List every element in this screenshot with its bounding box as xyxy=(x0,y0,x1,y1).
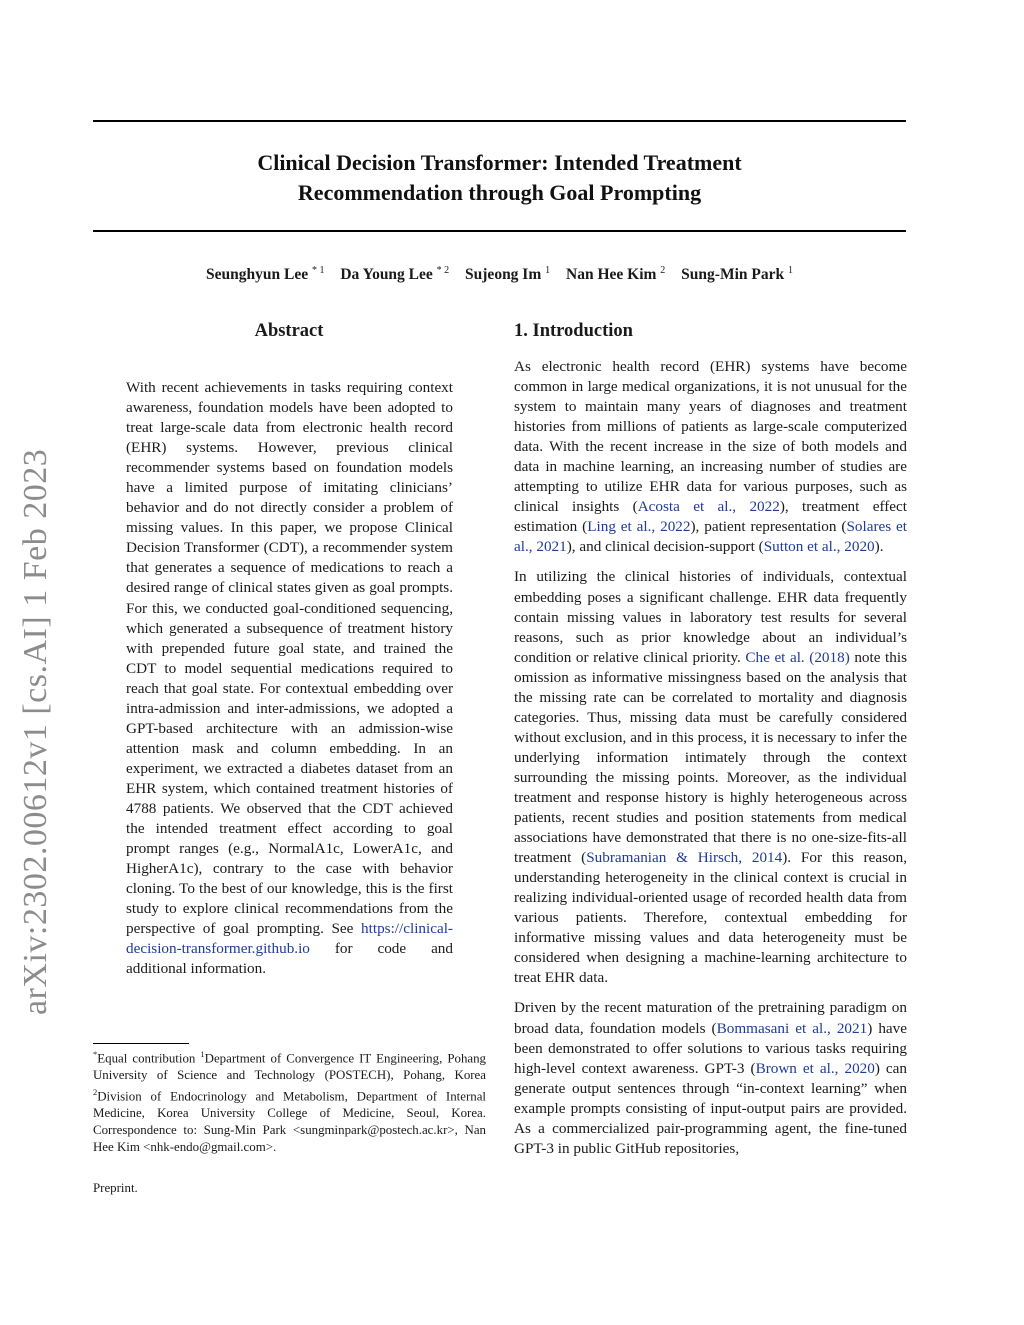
citation-link[interactable]: Sutton et al., 2020 xyxy=(763,538,875,556)
author xyxy=(340,266,449,283)
author xyxy=(206,266,324,283)
paper-title xyxy=(93,148,906,208)
affiliation-1: Department of Convergence IT Engineering, Pohang University of Science and Technology (POSTECH), Pohang, Korea xyxy=(93,1051,487,1083)
paragraph-text: note this omission as informative missingness based on the analysis that the missing rate can be correlated to mortality and diagnosis categories. Thus, missing data must be carefully considered without exclusion, and in this process, it is necessary to infer the underlying information intimately through the context surrounding the missing points. Moreover, as the individual treatment and response history is highly heterogeneous across patients, recent studies and position statements from medical associations have demonstrated that there is no one-size-fits-all treatment ( xyxy=(514,648,907,867)
citation-link[interactable]: Bommasani et al., 2021 xyxy=(716,1019,868,1037)
affiliation-1-mark: 1 xyxy=(200,1049,205,1059)
citation-link[interactable]: Solares et al., 2021 xyxy=(514,518,908,556)
abstract-heading: Abstract xyxy=(254,321,324,341)
intro-paragraph-1 xyxy=(514,357,907,557)
author-name: Sujeong Im xyxy=(465,266,542,284)
author-affiliation-mark: * 2 xyxy=(436,265,450,276)
arxiv-stamp: arXiv:2302.00612v1 [cs.AI] 1 Feb 2023 xyxy=(17,448,54,1015)
affiliation-2-mark: 2 xyxy=(93,1086,98,1097)
abstract-text-end: for code and additional information. xyxy=(126,940,453,978)
equal-contribution-note: Equal contribution xyxy=(97,1051,201,1066)
equal-contribution-mark: * xyxy=(93,1049,98,1059)
footnote-rule xyxy=(93,1043,189,1044)
author-affiliation-mark: 1 xyxy=(787,265,793,276)
citation-link[interactable]: Che et al. (2018) xyxy=(745,648,850,666)
title-line-2: Recommendation through Goal Prompting xyxy=(297,180,702,205)
title-bottom-rule xyxy=(93,230,906,232)
introduction-body xyxy=(514,357,907,1169)
abstract-text: With recent achievements in tasks requiring context awareness, foundation models have been adopted to treat large-scale data from electronic health record (EHR) systems. However, previous clinical recommender systems based on foundation models have a limited purpose of imitating clinicians’ behavior and do not directly consider a problem of missing values. In this paper, we propose Clinical Decision Transformer (CDT), a recommender system that generates a sequence of medications to reach a desired range of clinical states given as goal prompts. For this, we conducted goal-conditioned sequencing, which generated a subsequence of treatment history with prepended future goal state, and trained the CDT to model sequential medications required to reach that goal state. For contextual embedding over intra-admission and inter-admissions, we adopted a GPT-based architecture with an admission-wise attention mask and column embedding. In an experiment, we extracted a diabetes dataset from an EHR system, which contained treatment histories of 4788 patients. We observed that the CDT achieved the intended treatment effect according to goal prompt ranges (e.g., NormalA1c, LowerA1c, and HigherA1c), contrary to the case with behavior cloning. To the best of our knowledge, this is the first study to explore clinical recommendations from the perspective of goal prompting. See xyxy=(126,379,453,938)
paragraph-text: In utilizing the clinical histories of individuals, contextual embedding poses a significant challenge. EHR data frequently contain missing values in laboratory test results for several reasons, such as prior knowledge about an individual’s condition or relative clinical priority. xyxy=(514,568,907,666)
introduction-heading: 1. Introduction xyxy=(514,321,633,341)
author-name: Seunghyun Lee xyxy=(206,266,309,284)
paragraph-text: ), and clinical decision-support ( xyxy=(566,538,764,556)
author-affiliation-mark: * 1 xyxy=(311,265,325,276)
paragraph-text: Driven by the recent maturation of the pretraining paradigm on broad data, foundation models ( xyxy=(514,999,907,1037)
title-line-1: Clinical Decision Transformer: Intended Treatment xyxy=(257,150,742,175)
paragraph-text: ) can generate output sentences through “in-context learning” when example prompts consisting of input-output pairs are provided. As a commercialized pair-programming agent, the fine-tuned GPT-3 in public GitHub repositories, xyxy=(514,1059,908,1157)
author xyxy=(465,266,550,283)
paragraph-text: ) have been demonstrated to offer solutions to various tasks requiring high-level context awareness. GPT-3 ( xyxy=(514,1019,907,1077)
author-affiliation-mark: 1 xyxy=(545,265,551,276)
top-rule xyxy=(93,120,906,122)
code-link[interactable]: https://clinical-decision-transformer.github.io xyxy=(126,920,453,958)
author-name: Sung-Min Park xyxy=(681,266,785,284)
abstract-body xyxy=(126,378,453,979)
paragraph-text: ). xyxy=(874,538,884,556)
author xyxy=(566,266,665,283)
preprint-label: Preprint. xyxy=(93,1181,138,1195)
author-affiliation-mark: 2 xyxy=(660,265,666,276)
citation-link[interactable]: Ling et al., 2022 xyxy=(587,518,691,536)
author-name: Da Young Lee xyxy=(340,266,433,284)
author-name: Nan Hee Kim xyxy=(566,266,657,284)
footnote xyxy=(93,1046,486,1155)
paragraph-text: ), patient representation ( xyxy=(690,518,847,536)
intro-paragraph-3 xyxy=(514,998,907,1158)
affiliation-2-and-correspondence: Division of Endocrinology and Metabolism, Department of Internal Medicine, Korea University College of Medicine, Seoul, Korea. Correspondence to: Sung-Min Park <sungminpark@postech.ac.kr>, Nan Hee Kim <nhk-endo@gmail.com>. xyxy=(93,1089,486,1154)
author-list xyxy=(93,265,906,284)
paragraph-text: As electronic health record (EHR) systems have become common in large medical organizations, it is not unusual for the system to maintain many years of diagnoses and treatment histories from millions of patients as large-scale computerized data. With the recent increase in the size of both models and data in machine learning, an increasing number of studies are attempting to utilize EHR data for various purposes, such as clinical insights ( xyxy=(514,358,907,516)
citation-link[interactable]: Brown et al., 2020 xyxy=(755,1059,875,1077)
paragraph-text: ), treatment effect estimation ( xyxy=(514,498,908,536)
citation-link[interactable]: Acosta et al., 2022 xyxy=(637,498,780,516)
paragraph-text: ). For this reason, understanding heterogeneity in the clinical context is crucial in realizing individual-oriented usage of recorded health data from various patients. Therefore, contextual embedding for informative missing values and data heterogeneity must be considered when designing a machine-learning architecture to treat EHR data. xyxy=(514,849,907,987)
author xyxy=(681,266,793,283)
intro-paragraph-2 xyxy=(514,567,907,988)
citation-link[interactable]: Subramanian & Hirsch, 2014 xyxy=(586,849,783,867)
